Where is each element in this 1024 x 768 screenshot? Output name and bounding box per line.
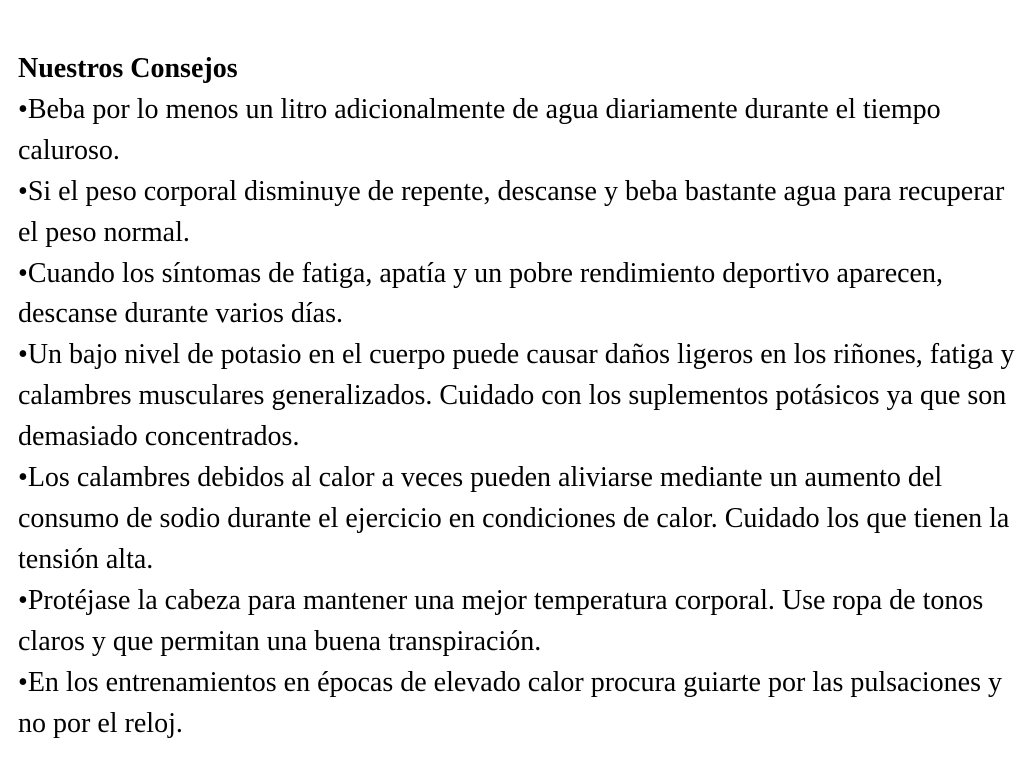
bullet-marker: • [18,339,28,371]
tip-item [18,172,1018,254]
tip-item [18,458,1018,581]
bullet-marker: • [18,666,28,698]
slide-title: Nuestros Consejos [18,53,238,84]
bullet-marker: • [18,257,28,289]
tip-item [18,581,1018,663]
tip-text: Cuando los síntomas de fatiga, apatía y un pobre rendimiento deportivo aparecen, descanse durante varios días. [18,257,943,330]
bullet-marker: • [18,93,28,125]
slide-content [18,49,1018,744]
tip-item [18,254,1018,336]
tip-item [18,90,1018,172]
tips-list [18,90,1018,745]
tip-text: Beba por lo menos un litro adicionalmente de agua diariamente durante el tiempo caluroso. [18,93,941,166]
bullet-marker: • [18,462,28,494]
tip-text: Los calambres debidos al calor a veces pueden aliviarse mediante un aumento del consumo de sodio durante el ejercicio en condiciones de calor. Cuidado los que tienen la tensión alta. [18,462,1010,575]
tip-text: Si el peso corporal disminuye de repente, descanse y beba bastante agua para recuperar el peso normal. [18,175,1005,248]
bullet-marker: • [18,584,28,616]
tip-text: En los entrenamientos en épocas de elevado calor procura guiarte por las pulsaciones y no por el reloj. [18,666,1003,739]
tip-item [18,663,1018,745]
tip-text: Un bajo nivel de potasio en el cuerpo puede causar daños ligeros en los riñones, fatiga y calambres musculares generalizados. Cuidado con los suplementos potásicos ya que son demasiado concentrados. [18,339,1015,453]
bullet-marker: • [18,175,28,207]
tip-text: Protéjase la cabeza para mantener una mejor temperatura corporal. Use ropa de tonos claros y que permitan una buena transpiración. [18,584,984,657]
tip-item [18,335,1018,458]
